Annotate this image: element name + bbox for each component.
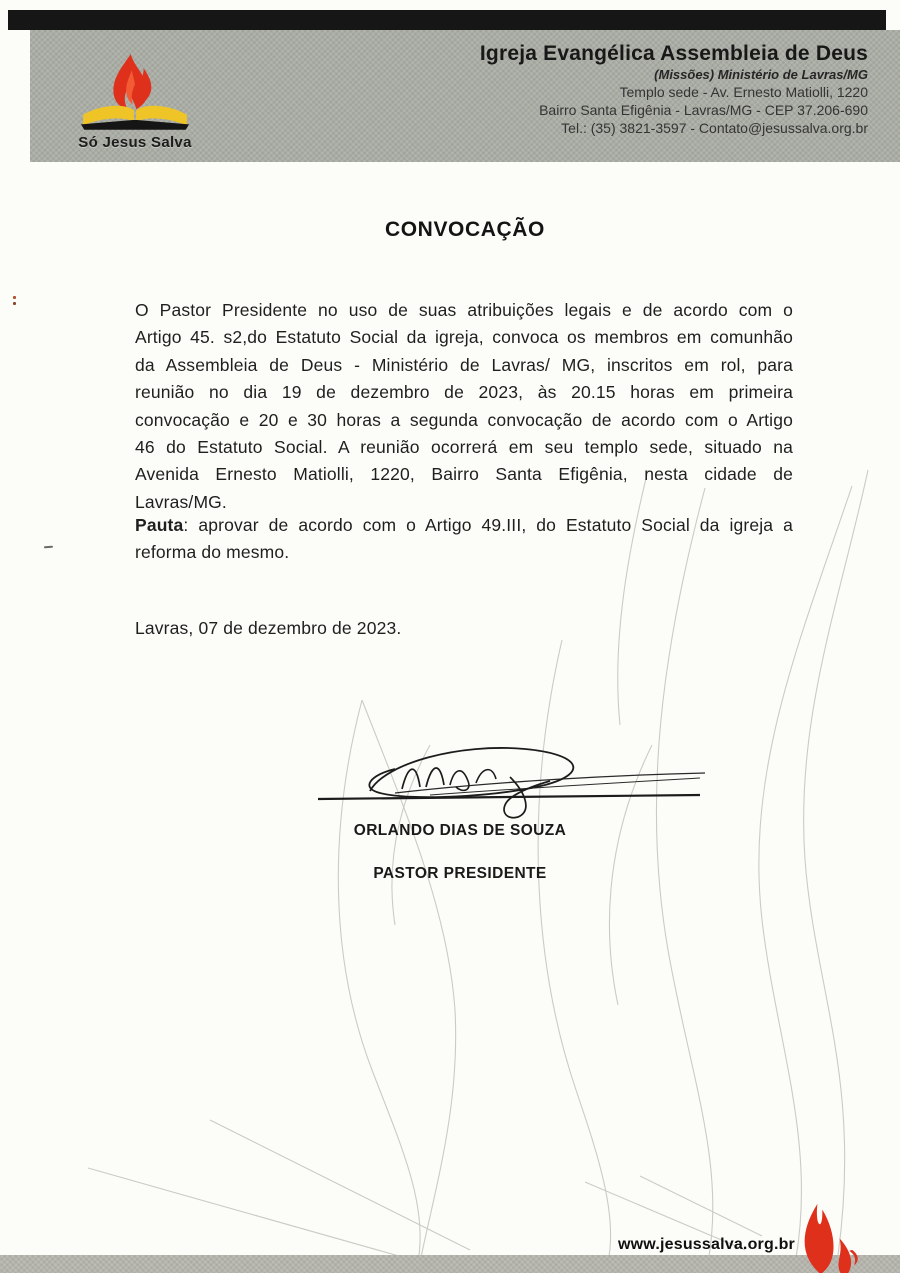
flame-icon (790, 1198, 868, 1273)
body-line: O Pastor Presidente no uso de suas atribuições legais e de acordo com o (135, 300, 793, 320)
pauta-label: Pauta (135, 515, 184, 535)
body-line: Avenida Ernesto Matiolli, 1220, Bairro Santa Efigênia, nesta cidade de (135, 464, 793, 485)
signer-name: ORLANDO DIAS DE SOUZA (353, 822, 567, 839)
body-line: da Assembleia de Deus - Ministério de Lavras/ MG, inscritos em rol, para (135, 354, 793, 375)
body-line: reunião no dia 19 de dezembro de 2023, às 20.15 horas em primeira (135, 382, 793, 403)
header-band (30, 30, 900, 162)
body-line: convocação e 20 e 30 horas a segunda convocação de acordo com o Artigo (135, 409, 793, 430)
letterhead-text (308, 42, 868, 136)
body-line: Artigo 45. s2,do Estatuto Social da igreja, convoca os membros em comunhão (135, 327, 793, 348)
org-subtitle: (Missões) Ministério de Lavras/MG (654, 67, 868, 82)
pauta-text: : aprovar de acordo com o Artigo 49.III, do Estatuto Social da igreja a (183, 515, 793, 535)
address-line-2: Bairro Santa Efigênia - Lavras/MG - CEP 37.206-690 (539, 102, 868, 118)
website-text: www.jesussalva.org.br (617, 1236, 795, 1253)
org-name: Igreja Evangélica Assembleia de Deus (479, 42, 868, 65)
pauta-line-1 (135, 512, 793, 539)
document-title: CONVOCAÇÃO (384, 218, 545, 241)
body-line: Lavras/MG. (135, 491, 227, 512)
contact-line: Tel.: (35) 3821-3597 - Contato@jesussalva.org.br (561, 120, 868, 136)
header-top-bar (8, 10, 886, 30)
body-line: 46 do Estatuto Social. A reunião ocorrerá em seu templo sede, situado na (135, 437, 793, 458)
pauta-paragraph (135, 512, 793, 567)
date-line: Lavras, 07 de dezembro de 2023. (135, 618, 402, 638)
signature-scribble (300, 735, 720, 827)
scan-artifact (44, 546, 53, 549)
logo-motto: Só Jesus Salva (78, 134, 192, 151)
signer-role: PASTOR PRESIDENTE (373, 865, 547, 882)
scan-artifact (13, 296, 17, 305)
address-line-1: Templo sede - Av. Ernesto Matiolli, 1220 (619, 84, 868, 100)
footer-band (0, 1255, 900, 1273)
flame-book-logo-icon (81, 52, 189, 134)
church-logo (55, 48, 215, 158)
body-paragraph (135, 297, 793, 516)
pauta-line-2: reforma do mesmo. (135, 542, 290, 563)
